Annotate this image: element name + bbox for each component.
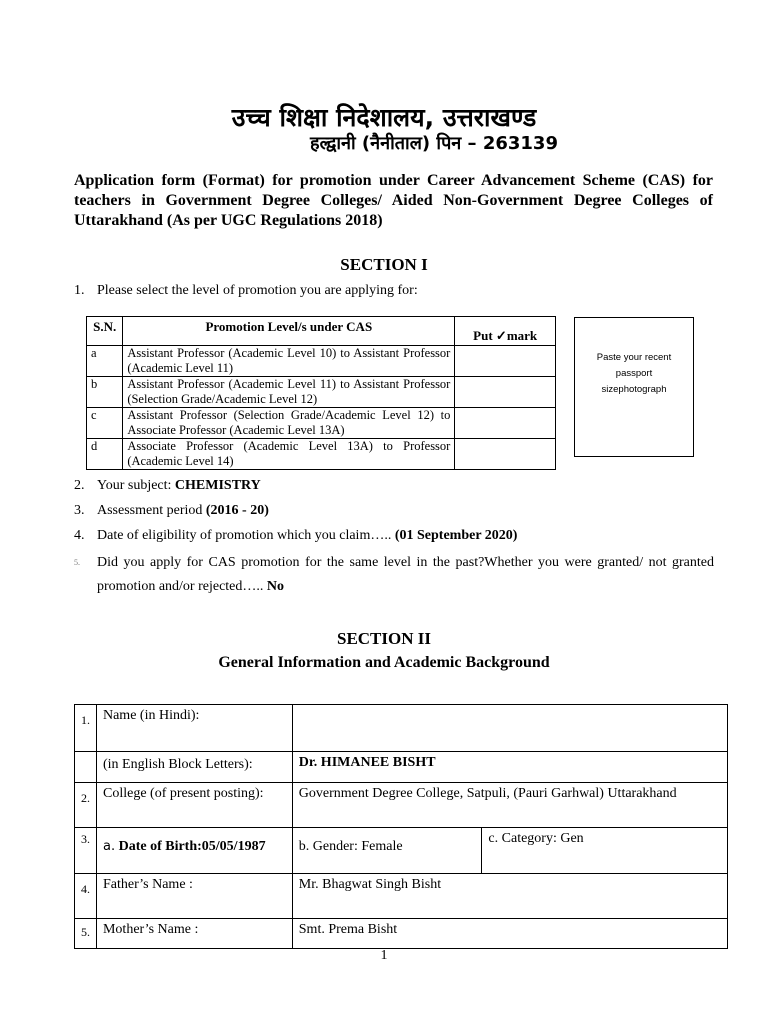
question-1-number: 1. (74, 283, 85, 298)
section-1-heading: SECTION I (340, 255, 428, 274)
row-number: 4. (75, 874, 97, 919)
name-hindi-label: Name (in Hindi): (96, 705, 292, 752)
header-promotion-level: Promotion Level/s under CAS (123, 317, 455, 346)
table-row (75, 828, 728, 874)
gender: b. Gender: Female (292, 828, 482, 874)
promotion-table-header (87, 317, 556, 346)
question-1-text: Please select the level of promotion you are applying for: (97, 283, 418, 298)
question-4-number: 4. (74, 528, 85, 543)
father-name-value: Mr. Bhagwat Singh Bisht (292, 874, 727, 919)
section-2-subheading: General Information and Academic Background (218, 654, 550, 671)
photo-text-line-2: passport (615, 368, 653, 379)
mark-cell-d[interactable] (455, 439, 556, 470)
question-2-label: Your subject: (97, 478, 175, 493)
photo-placeholder (574, 317, 694, 457)
name-english-label: (in English Block Letters): (96, 752, 292, 783)
table-row (75, 783, 728, 828)
question-5-number: 5. (74, 558, 80, 567)
row-number: 1. (75, 705, 97, 752)
father-name-label: Father’s Name : (96, 874, 292, 919)
row-promotion-level: Associate Professor (Academic Level 13A) to Professor (Academic Level 14) (123, 439, 455, 470)
category: c. Category: Gen (482, 828, 728, 874)
table-row (75, 874, 728, 919)
page-number: 1 (380, 948, 388, 963)
question-3-value: (2016 - 20) (205, 503, 269, 518)
mark-cell-a[interactable] (455, 346, 556, 377)
table-row (75, 705, 728, 752)
college-value: Government Degree College, Satpuli, (Pauri Garhwal) Uttarakhand (292, 783, 727, 828)
row-sn: c (87, 408, 123, 439)
question-5-label: Did you apply for CAS promotion for the same level in the past?Whether you were granted/ not granted promotion and/or rejected….. (97, 555, 714, 594)
row-sn: b (87, 377, 123, 408)
date-of-birth: Date of Birth:05/05/1987 (118, 839, 266, 854)
hindi-title: उच्च शिक्षा निदेशालय, उत्तराखण्ड (231, 103, 537, 132)
section-2-heading: SECTION II (336, 629, 431, 648)
question-5-value: No (266, 579, 285, 594)
question-3-number: 3. (74, 503, 85, 518)
college-label: College (of present posting): (96, 783, 292, 828)
header-sn: S.N. (87, 317, 123, 346)
row-sn: a (87, 346, 123, 377)
row-promotion-level: Assistant Professor (Academic Level 11) to Assistant Professor (Selection Grade/Academic Level 12) (123, 377, 455, 408)
table-row (87, 377, 556, 408)
row-sn: d (87, 439, 123, 470)
dob-prefix: a. (102, 839, 116, 854)
question-3-label: Assessment period (97, 503, 206, 518)
table-row (75, 752, 728, 783)
name-english-value: Dr. HIMANEE BISHT (292, 752, 727, 783)
row-number: 3. (75, 828, 97, 874)
mark-cell-c[interactable] (455, 408, 556, 439)
table-row (87, 346, 556, 377)
mother-name-value: Smt. Prema Bisht (292, 919, 727, 949)
general-info-table (74, 704, 728, 949)
header-put-mark: Put ✓mark (455, 317, 556, 346)
question-4-label: Date of eligibility of promotion which you claim….. (97, 528, 395, 543)
row-number: 5. (75, 919, 97, 949)
hindi-address: हल्द्वानी (नैनीताल) पिन – 263139 (310, 133, 558, 154)
name-hindi-value[interactable] (292, 705, 727, 752)
question-2-number: 2. (74, 478, 85, 493)
photo-text-line-3: sizephotograph (601, 384, 667, 395)
form-title: Application form (Format) for promotion under Career Advancement Scheme (CAS) for teachers in Government Degree Colleges/ Aided Non-Government Degree Colleges of Uttarakhand (As per UGC Regulations 2018) (74, 172, 713, 229)
mark-cell-b[interactable] (455, 377, 556, 408)
row-number: 2. (75, 783, 97, 828)
row-promotion-level: Assistant Professor (Academic Level 10) to Assistant Professor (Academic Level 11) (123, 346, 455, 377)
table-row (87, 439, 556, 470)
table-row (87, 408, 556, 439)
question-2-value: CHEMISTRY (174, 478, 261, 493)
table-row (75, 919, 728, 949)
question-4-value: (01 September 2020) (394, 528, 518, 543)
promotion-level-table (86, 316, 556, 470)
row-promotion-level: Assistant Professor (Selection Grade/Academic Level 12) to Associate Professor (Academic Level 13A) (123, 408, 455, 439)
photo-text-line-1: Paste your recent (596, 352, 672, 363)
mother-name-label: Mother’s Name : (96, 919, 292, 949)
